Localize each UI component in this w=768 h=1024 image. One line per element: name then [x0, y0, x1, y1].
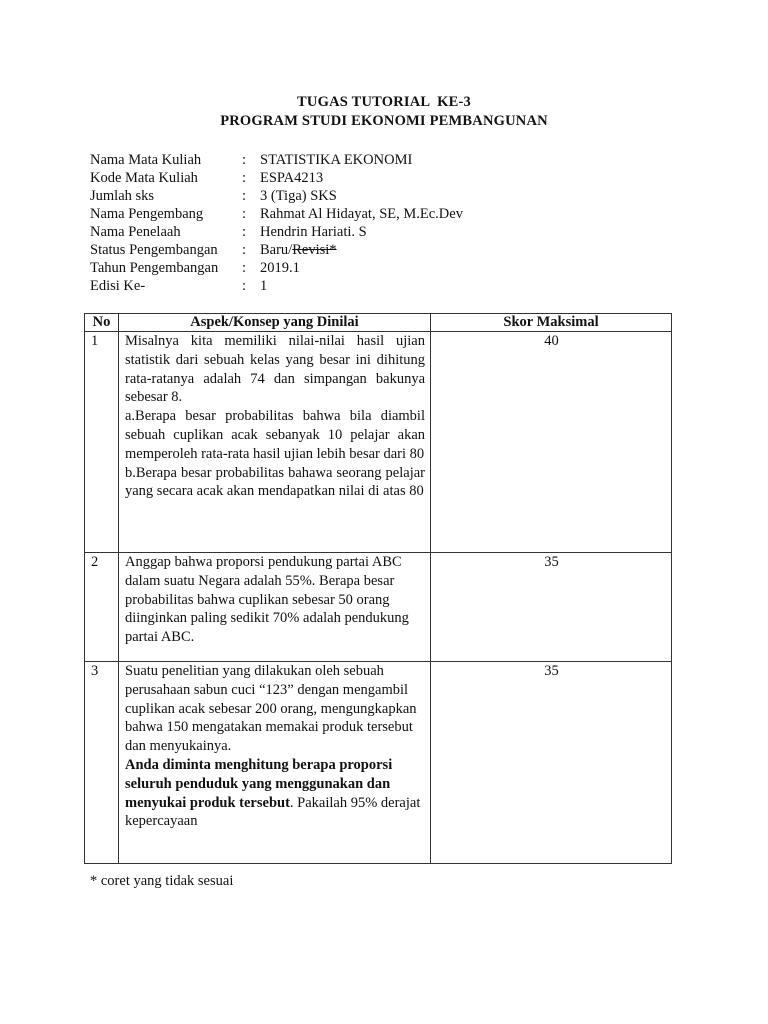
- info-row-reviewer: [90, 223, 463, 241]
- info-colon: :: [242, 206, 247, 222]
- question-part-b: b.Berapa besar probabilitas bahawa seorang pelajar yang secara acak akan mendapatkan nilai di atas 80: [125, 464, 425, 500]
- info-value: 3 (Tiga) SKS: [260, 188, 337, 204]
- instruction-rest: . Pakailah 95% derajat kepercayaan: [125, 794, 421, 830]
- info-label: Edisi Ke-: [90, 278, 146, 294]
- info-label: Nama Pengembang: [90, 206, 204, 222]
- info-value: Rahmat Al Hidayat, SE, M.Ec.Dev: [260, 206, 463, 222]
- max-score: 35: [431, 662, 672, 864]
- header-skor: Skor Maksimal: [431, 314, 672, 332]
- status-struck: Revisi*: [292, 242, 337, 258]
- table-row: [85, 553, 672, 662]
- info-label: Nama Penelaah: [90, 224, 181, 240]
- max-score: 35: [431, 553, 672, 662]
- question-cell: [119, 332, 431, 553]
- max-score: 40: [431, 332, 672, 553]
- info-row-course-code: [90, 169, 463, 187]
- info-row-course-name: [90, 151, 463, 169]
- table-row: [85, 662, 672, 864]
- program-title: PROGRAM STUDI EKONOMI PEMBANGUNAN: [220, 113, 548, 129]
- info-label: Kode Mata Kuliah: [90, 170, 198, 186]
- question-instruction: [125, 756, 425, 831]
- info-colon: :: [242, 224, 247, 240]
- info-value: [260, 241, 337, 259]
- info-row-developer: [90, 205, 463, 223]
- row-number: 2: [85, 553, 119, 662]
- course-info: [90, 151, 463, 295]
- assessment-table: [84, 313, 672, 864]
- info-label: Jumlah sks: [90, 188, 155, 204]
- info-colon: :: [242, 260, 247, 276]
- info-colon: :: [242, 188, 247, 204]
- instruction-bold: Anda diminta menghitung berapa proporsi seluruh penduduk yang menggunakan dan menyukai produk tersebut: [125, 756, 393, 811]
- header-aspek: Aspek/Konsep yang Dinilai: [119, 314, 431, 332]
- header-no: No: [85, 314, 119, 332]
- question-cell: [119, 662, 431, 864]
- document-title: TUGAS TUTORIAL KE-3: [297, 94, 471, 110]
- row-number: 1: [85, 332, 119, 553]
- info-row-edition: [90, 277, 463, 295]
- info-label: Nama Mata Kuliah: [90, 152, 202, 168]
- info-value: 2019.1: [260, 260, 300, 276]
- info-colon: :: [242, 170, 247, 186]
- info-value: Hendrin Hariati. S: [260, 224, 367, 240]
- footnote: * coret yang tidak sesuai: [90, 873, 234, 889]
- question-part-a: a.Berapa besar probabilitas bahwa bila diambil sebuah cuplikan acak sebanyak 10 pelajar akan memperoleh rata-rata hasil ujian lebih besar dari 80: [125, 408, 425, 462]
- question-text: Anggap bahwa proporsi pendukung partai ABC dalam suatu Negara adalah 55%. Berapa besar probabilitas bahwa cuplikan sebesar 50 orang diinginkan paling sedikit 70% adalah pendukung partai ABC.: [125, 554, 409, 646]
- table-header-row: [85, 314, 672, 332]
- info-value: 1: [260, 278, 268, 294]
- info-row-credits: [90, 187, 463, 205]
- question-text: Misalnya kita memiliki nilai-nilai hasil ujian statistik dari sebuah kelas yang besar ini dihitung rata-ratanya adalah 74 dan simpangan bakunya sebesar 8.: [125, 333, 425, 406]
- info-colon: :: [242, 278, 247, 294]
- question-text: Suatu penelitian yang dilakukan oleh sebuah perusahaan sabun cuci “123” dengan mengambil cuplikan acak sebesar 200 orang, mengungkapkan bahwa 150 mengatakan memakai produk tersebut dan menyukainya.: [125, 663, 417, 755]
- info-value: ESPA4213: [260, 170, 324, 186]
- info-row-status: [90, 241, 463, 259]
- question-cell: [119, 553, 431, 662]
- info-colon: :: [242, 152, 247, 168]
- info-row-year: [90, 259, 463, 277]
- info-label: Tahun Pengembangan: [90, 260, 219, 276]
- table-row: [85, 332, 672, 553]
- info-colon: :: [242, 242, 247, 258]
- row-number: 3: [85, 662, 119, 864]
- status-current: Baru/: [260, 242, 293, 258]
- info-label: Status Pengembangan: [90, 242, 218, 258]
- info-value: STATISTIKA EKONOMI: [260, 152, 413, 168]
